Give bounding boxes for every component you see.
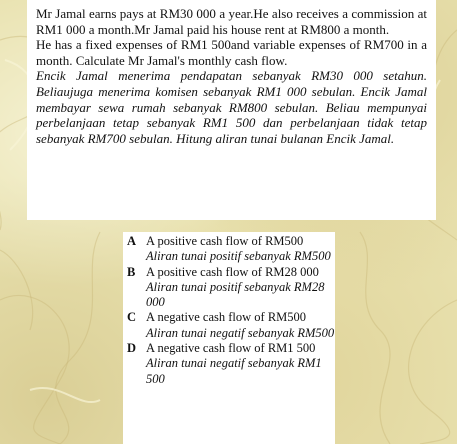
option-letter: D [127, 341, 137, 356]
option-letter: C [127, 310, 137, 325]
option-c-malay: Aliran tunai negatif sebanyak RM500 [146, 325, 335, 340]
option-b-malay: Aliran tunai positif sebanyak RM28 000 [146, 279, 325, 310]
option-d[interactable] [127, 341, 335, 387]
option-d-english: A negative cash flow of RM1 500 [146, 341, 316, 356]
options-box [123, 232, 335, 444]
option-b[interactable] [127, 265, 335, 311]
option-a-malay: Aliran tunai positif sebanyak RM500 [146, 249, 331, 264]
option-letter: A [127, 234, 137, 248]
option-letter: B [127, 264, 136, 279]
option-d-malay: Aliran tunai negatif sebanyak RM1 500 [146, 356, 322, 386]
question-malay: Encik Jamal menerima pendapatan sebanyak RM30 000 setahun. Beliaujuga menerima komisen sebanyak RM1 000 sebulan. Encik Jamal membayar sewa rumah sebanyak RM800 sebulan. Beliau mempunyai perbelanjaan tetap sebanyak RM1 500 dan perbelanjaan tidak tetap sebanyak RM700 sebulan. Hitung aliran tunai bulanan Encik Jamal. [36, 68, 427, 146]
option-a-english: A positive cash flow of RM500 [146, 234, 304, 248]
option-c[interactable] [127, 310, 335, 341]
option-b-english: A positive cash flow of RM28 000 [146, 264, 319, 279]
question-card [27, 0, 436, 220]
option-c-english: A negative cash flow of RM500 [146, 310, 307, 325]
option-a[interactable] [127, 234, 335, 265]
question-english-2: He has a fixed expenses of RM1 500and variable expenses of RM700 in a month. Calculate Mr Jamal's monthly cash flow. [36, 37, 427, 68]
question-english-1: Mr Jamal earns pays at RM30 000 a year.He also receives a commission at RM1 000 a month.Mr Jamal paid his house rent at RM800 a month. [36, 6, 427, 37]
